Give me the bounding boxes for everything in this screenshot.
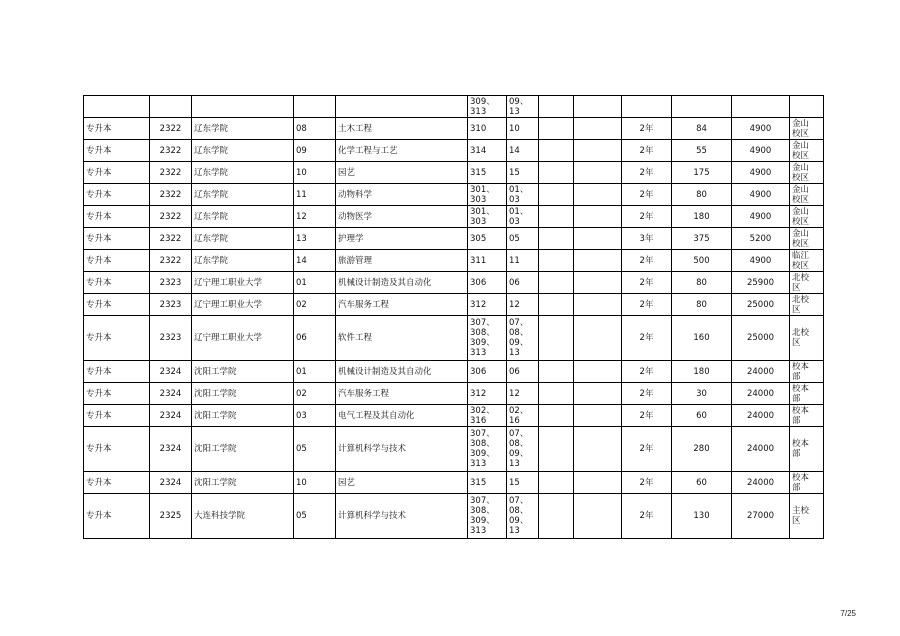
school-name-cell: 辽宁理工职业大学 bbox=[192, 294, 294, 316]
exam-subject-short-cell: 11 bbox=[507, 250, 539, 272]
tuition-fee-cell: 24000 bbox=[732, 427, 790, 472]
major-name-cell: 园艺 bbox=[336, 162, 468, 184]
empty-cell bbox=[574, 250, 622, 272]
major-code-cell: 10 bbox=[294, 472, 336, 494]
exam-subject-short-cell: 01、 03 bbox=[507, 206, 539, 228]
program-type-cell: 专升本 bbox=[84, 228, 150, 250]
empty-cell bbox=[574, 206, 622, 228]
school-code-cell: 2322 bbox=[150, 184, 192, 206]
enrollment-plan-cell: 84 bbox=[672, 118, 732, 140]
exam-subject-code-cell: 301、 303 bbox=[468, 184, 507, 206]
enrollment-plan-cell: 30 bbox=[672, 383, 732, 405]
campus-cell: 金山 校区 bbox=[790, 118, 824, 140]
empty-cell bbox=[574, 228, 622, 250]
exam-subject-code-cell: 315 bbox=[468, 472, 507, 494]
school-code-cell: 2324 bbox=[150, 427, 192, 472]
empty-cell bbox=[539, 294, 574, 316]
study-years-cell: 2年 bbox=[622, 140, 672, 162]
empty-cell bbox=[574, 316, 622, 361]
tuition-fee-cell: 25000 bbox=[732, 294, 790, 316]
empty-cell bbox=[539, 162, 574, 184]
campus-cell: 北校 区 bbox=[790, 294, 824, 316]
tuition-fee-cell: 25000 bbox=[732, 316, 790, 361]
school-code-cell: 2322 bbox=[150, 162, 192, 184]
program-type-cell: 专升本 bbox=[84, 206, 150, 228]
program-type-cell: 专升本 bbox=[84, 118, 150, 140]
school-code-cell: 2324 bbox=[150, 383, 192, 405]
exam-subject-code-cell: 301、 303 bbox=[468, 206, 507, 228]
study-years-cell: 2年 bbox=[622, 472, 672, 494]
exam-subject-code-cell: 315 bbox=[468, 162, 507, 184]
school-code-cell bbox=[150, 96, 192, 118]
enrollment-plan-cell bbox=[672, 96, 732, 118]
study-years-cell: 2年 bbox=[622, 272, 672, 294]
major-code-cell bbox=[294, 96, 336, 118]
empty-cell bbox=[574, 472, 622, 494]
school-code-cell: 2322 bbox=[150, 140, 192, 162]
major-name-cell: 软件工程 bbox=[336, 316, 468, 361]
empty-cell bbox=[539, 272, 574, 294]
school-code-cell: 2322 bbox=[150, 228, 192, 250]
empty-cell bbox=[539, 206, 574, 228]
study-years-cell: 2年 bbox=[622, 184, 672, 206]
program-type-cell: 专升本 bbox=[84, 250, 150, 272]
tuition-fee-cell: 5200 bbox=[732, 228, 790, 250]
exam-subject-code-cell: 312 bbox=[468, 383, 507, 405]
study-years-cell: 3年 bbox=[622, 228, 672, 250]
major-code-cell: 08 bbox=[294, 118, 336, 140]
tuition-fee-cell: 4900 bbox=[732, 140, 790, 162]
major-name-cell: 动物科学 bbox=[336, 184, 468, 206]
table-row bbox=[84, 118, 824, 140]
table-row bbox=[84, 140, 824, 162]
program-type-cell: 专升本 bbox=[84, 272, 150, 294]
school-name-cell: 辽东学院 bbox=[192, 250, 294, 272]
empty-cell bbox=[574, 383, 622, 405]
study-years-cell: 2年 bbox=[622, 383, 672, 405]
major-code-cell: 05 bbox=[294, 494, 336, 539]
empty-cell bbox=[574, 361, 622, 383]
exam-subject-short-cell: 05 bbox=[507, 228, 539, 250]
enrollment-plan-cell: 500 bbox=[672, 250, 732, 272]
school-name-cell: 大连科技学院 bbox=[192, 494, 294, 539]
major-code-cell: 06 bbox=[294, 316, 336, 361]
exam-subject-code-cell: 306 bbox=[468, 361, 507, 383]
page-number: 7/25 bbox=[840, 609, 856, 618]
exam-subject-short-cell: 01、 03 bbox=[507, 184, 539, 206]
school-name-cell: 辽东学院 bbox=[192, 118, 294, 140]
school-code-cell: 2323 bbox=[150, 316, 192, 361]
exam-subject-code-cell: 302、 316 bbox=[468, 405, 507, 427]
program-type-cell: 专升本 bbox=[84, 140, 150, 162]
empty-cell bbox=[539, 427, 574, 472]
study-years-cell: 2年 bbox=[622, 405, 672, 427]
tuition-fee-cell: 27000 bbox=[732, 494, 790, 539]
empty-cell bbox=[539, 228, 574, 250]
study-years-cell: 2年 bbox=[622, 162, 672, 184]
tuition-fee-cell: 4900 bbox=[732, 118, 790, 140]
study-years-cell: 2年 bbox=[622, 250, 672, 272]
empty-cell bbox=[539, 316, 574, 361]
table-row bbox=[84, 494, 824, 539]
empty-cell bbox=[539, 361, 574, 383]
enrollment-plan-cell: 60 bbox=[672, 472, 732, 494]
campus-cell: 金山 校区 bbox=[790, 206, 824, 228]
major-code-cell: 01 bbox=[294, 361, 336, 383]
school-name-cell bbox=[192, 96, 294, 118]
major-name-cell: 汽车服务工程 bbox=[336, 383, 468, 405]
exam-subject-short-cell: 02、 16 bbox=[507, 405, 539, 427]
major-name-cell: 计算机科学与技术 bbox=[336, 494, 468, 539]
study-years-cell: 2年 bbox=[622, 361, 672, 383]
exam-subject-short-cell: 07、 08、 09、 13 bbox=[507, 494, 539, 539]
school-code-cell: 2324 bbox=[150, 472, 192, 494]
empty-cell bbox=[539, 405, 574, 427]
major-code-cell: 14 bbox=[294, 250, 336, 272]
major-code-cell: 13 bbox=[294, 228, 336, 250]
exam-subject-code-cell: 309、 313 bbox=[468, 96, 507, 118]
tuition-fee-cell: 25900 bbox=[732, 272, 790, 294]
enrollment-plan-cell: 180 bbox=[672, 206, 732, 228]
campus-cell: 校本 部 bbox=[790, 361, 824, 383]
school-code-cell: 2323 bbox=[150, 294, 192, 316]
major-name-cell: 机械设计制造及其自动化 bbox=[336, 361, 468, 383]
table-row bbox=[84, 228, 824, 250]
program-type-cell: 专升本 bbox=[84, 316, 150, 361]
empty-cell bbox=[574, 162, 622, 184]
table-row bbox=[84, 206, 824, 228]
table-row bbox=[84, 96, 824, 118]
major-code-cell: 03 bbox=[294, 405, 336, 427]
empty-cell bbox=[574, 118, 622, 140]
exam-subject-short-cell: 15 bbox=[507, 472, 539, 494]
empty-cell bbox=[539, 184, 574, 206]
program-type-cell: 专升本 bbox=[84, 494, 150, 539]
exam-subject-code-cell: 312 bbox=[468, 294, 507, 316]
campus-cell bbox=[790, 96, 824, 118]
exam-subject-short-cell: 09、 13 bbox=[507, 96, 539, 118]
study-years-cell: 2年 bbox=[622, 294, 672, 316]
school-code-cell: 2322 bbox=[150, 206, 192, 228]
school-name-cell: 辽东学院 bbox=[192, 184, 294, 206]
major-name-cell: 土木工程 bbox=[336, 118, 468, 140]
school-code-cell: 2325 bbox=[150, 494, 192, 539]
major-code-cell: 12 bbox=[294, 206, 336, 228]
program-type-cell: 专升本 bbox=[84, 162, 150, 184]
tuition-fee-cell: 24000 bbox=[732, 405, 790, 427]
major-name-cell: 化学工程与工艺 bbox=[336, 140, 468, 162]
empty-cell bbox=[574, 405, 622, 427]
exam-subject-code-cell: 310 bbox=[468, 118, 507, 140]
tuition-fee-cell: 4900 bbox=[732, 250, 790, 272]
school-name-cell: 沈阳工学院 bbox=[192, 405, 294, 427]
enrollment-plan-cell: 175 bbox=[672, 162, 732, 184]
study-years-cell: 2年 bbox=[622, 494, 672, 539]
exam-subject-short-cell: 12 bbox=[507, 294, 539, 316]
major-name-cell: 旅游管理 bbox=[336, 250, 468, 272]
school-name-cell: 沈阳工学院 bbox=[192, 427, 294, 472]
study-years-cell: 2年 bbox=[622, 427, 672, 472]
school-name-cell: 沈阳工学院 bbox=[192, 361, 294, 383]
school-name-cell: 沈阳工学院 bbox=[192, 383, 294, 405]
table-body bbox=[84, 96, 824, 539]
enrollment-plan-cell: 80 bbox=[672, 294, 732, 316]
exam-subject-code-cell: 311 bbox=[468, 250, 507, 272]
major-code-cell: 02 bbox=[294, 383, 336, 405]
campus-cell: 校本 部 bbox=[790, 427, 824, 472]
program-type-cell: 专升本 bbox=[84, 184, 150, 206]
empty-cell bbox=[574, 272, 622, 294]
study-years-cell: 2年 bbox=[622, 206, 672, 228]
program-type-cell: 专升本 bbox=[84, 361, 150, 383]
enrollment-plan-cell: 55 bbox=[672, 140, 732, 162]
program-type-cell: 专升本 bbox=[84, 427, 150, 472]
admissions-table bbox=[83, 95, 824, 539]
empty-cell bbox=[539, 96, 574, 118]
school-name-cell: 辽东学院 bbox=[192, 140, 294, 162]
empty-cell bbox=[574, 427, 622, 472]
major-name-cell: 计算机科学与技术 bbox=[336, 427, 468, 472]
empty-cell bbox=[574, 294, 622, 316]
study-years-cell: 2年 bbox=[622, 316, 672, 361]
empty-cell bbox=[539, 118, 574, 140]
program-type-cell: 专升本 bbox=[84, 383, 150, 405]
empty-cell bbox=[574, 494, 622, 539]
table-row bbox=[84, 405, 824, 427]
major-name-cell: 汽车服务工程 bbox=[336, 294, 468, 316]
school-name-cell: 辽宁理工职业大学 bbox=[192, 272, 294, 294]
program-type-cell bbox=[84, 96, 150, 118]
enrollment-plan-cell: 280 bbox=[672, 427, 732, 472]
major-name-cell: 动物医学 bbox=[336, 206, 468, 228]
exam-subject-short-cell: 07、 08、 09、 13 bbox=[507, 427, 539, 472]
major-code-cell: 11 bbox=[294, 184, 336, 206]
empty-cell bbox=[539, 494, 574, 539]
program-type-cell: 专升本 bbox=[84, 294, 150, 316]
exam-subject-short-cell: 06 bbox=[507, 361, 539, 383]
campus-cell: 主校 区 bbox=[790, 494, 824, 539]
exam-subject-code-cell: 305 bbox=[468, 228, 507, 250]
major-code-cell: 05 bbox=[294, 427, 336, 472]
campus-cell: 北校 区 bbox=[790, 316, 824, 361]
enrollment-plan-cell: 80 bbox=[672, 272, 732, 294]
empty-cell bbox=[574, 184, 622, 206]
enrollment-plan-cell: 130 bbox=[672, 494, 732, 539]
school-name-cell: 辽宁理工职业大学 bbox=[192, 316, 294, 361]
school-name-cell: 沈阳工学院 bbox=[192, 472, 294, 494]
major-code-cell: 09 bbox=[294, 140, 336, 162]
exam-subject-short-cell: 10 bbox=[507, 118, 539, 140]
table-row bbox=[84, 184, 824, 206]
table-row bbox=[84, 294, 824, 316]
major-name-cell bbox=[336, 96, 468, 118]
table-row bbox=[84, 472, 824, 494]
table-row bbox=[84, 383, 824, 405]
campus-cell: 北校 区 bbox=[790, 272, 824, 294]
enrollment-plan-cell: 180 bbox=[672, 361, 732, 383]
campus-cell: 金山 校区 bbox=[790, 228, 824, 250]
table-row bbox=[84, 427, 824, 472]
exam-subject-code-cell: 307、 308、 309、 313 bbox=[468, 494, 507, 539]
major-code-cell: 10 bbox=[294, 162, 336, 184]
enrollment-plan-cell: 160 bbox=[672, 316, 732, 361]
major-name-cell: 园艺 bbox=[336, 472, 468, 494]
major-name-cell: 护理学 bbox=[336, 228, 468, 250]
empty-cell bbox=[539, 472, 574, 494]
empty-cell bbox=[539, 383, 574, 405]
school-code-cell: 2322 bbox=[150, 118, 192, 140]
empty-cell bbox=[539, 140, 574, 162]
campus-cell: 金山 校区 bbox=[790, 140, 824, 162]
table-row bbox=[84, 316, 824, 361]
campus-cell: 临江 校区 bbox=[790, 250, 824, 272]
school-name-cell: 辽东学院 bbox=[192, 162, 294, 184]
table-row bbox=[84, 250, 824, 272]
study-years-cell: 2年 bbox=[622, 118, 672, 140]
campus-cell: 校本 部 bbox=[790, 472, 824, 494]
tuition-fee-cell bbox=[732, 96, 790, 118]
table-row bbox=[84, 361, 824, 383]
school-code-cell: 2324 bbox=[150, 405, 192, 427]
major-code-cell: 01 bbox=[294, 272, 336, 294]
major-name-cell: 电气工程及其自动化 bbox=[336, 405, 468, 427]
tuition-fee-cell: 24000 bbox=[732, 472, 790, 494]
school-name-cell: 辽东学院 bbox=[192, 206, 294, 228]
empty-cell bbox=[539, 250, 574, 272]
tuition-fee-cell: 24000 bbox=[732, 361, 790, 383]
school-code-cell: 2324 bbox=[150, 361, 192, 383]
tuition-fee-cell: 4900 bbox=[732, 162, 790, 184]
exam-subject-code-cell: 307、 308、 309、 313 bbox=[468, 427, 507, 472]
exam-subject-short-cell: 14 bbox=[507, 140, 539, 162]
school-code-cell: 2322 bbox=[150, 250, 192, 272]
exam-subject-short-cell: 07、 08、 09、 13 bbox=[507, 316, 539, 361]
exam-subject-short-cell: 06 bbox=[507, 272, 539, 294]
exam-subject-short-cell: 15 bbox=[507, 162, 539, 184]
exam-subject-code-cell: 314 bbox=[468, 140, 507, 162]
campus-cell: 校本 部 bbox=[790, 405, 824, 427]
empty-cell bbox=[574, 140, 622, 162]
exam-subject-code-cell: 307、 308、 309、 313 bbox=[468, 316, 507, 361]
tuition-fee-cell: 4900 bbox=[732, 206, 790, 228]
exam-subject-short-cell: 12 bbox=[507, 383, 539, 405]
campus-cell: 金山 校区 bbox=[790, 184, 824, 206]
school-name-cell: 辽东学院 bbox=[192, 228, 294, 250]
campus-cell: 金山 校区 bbox=[790, 162, 824, 184]
tuition-fee-cell: 4900 bbox=[732, 184, 790, 206]
study-years-cell bbox=[622, 96, 672, 118]
enrollment-plan-cell: 60 bbox=[672, 405, 732, 427]
major-name-cell: 机械设计制造及其自动化 bbox=[336, 272, 468, 294]
major-code-cell: 02 bbox=[294, 294, 336, 316]
program-type-cell: 专升本 bbox=[84, 472, 150, 494]
school-code-cell: 2323 bbox=[150, 272, 192, 294]
exam-subject-code-cell: 306 bbox=[468, 272, 507, 294]
tuition-fee-cell: 24000 bbox=[732, 383, 790, 405]
table-row bbox=[84, 162, 824, 184]
enrollment-plan-cell: 375 bbox=[672, 228, 732, 250]
program-type-cell: 专升本 bbox=[84, 405, 150, 427]
table-row bbox=[84, 272, 824, 294]
campus-cell: 校本 部 bbox=[790, 383, 824, 405]
empty-cell bbox=[574, 96, 622, 118]
enrollment-plan-cell: 80 bbox=[672, 184, 732, 206]
